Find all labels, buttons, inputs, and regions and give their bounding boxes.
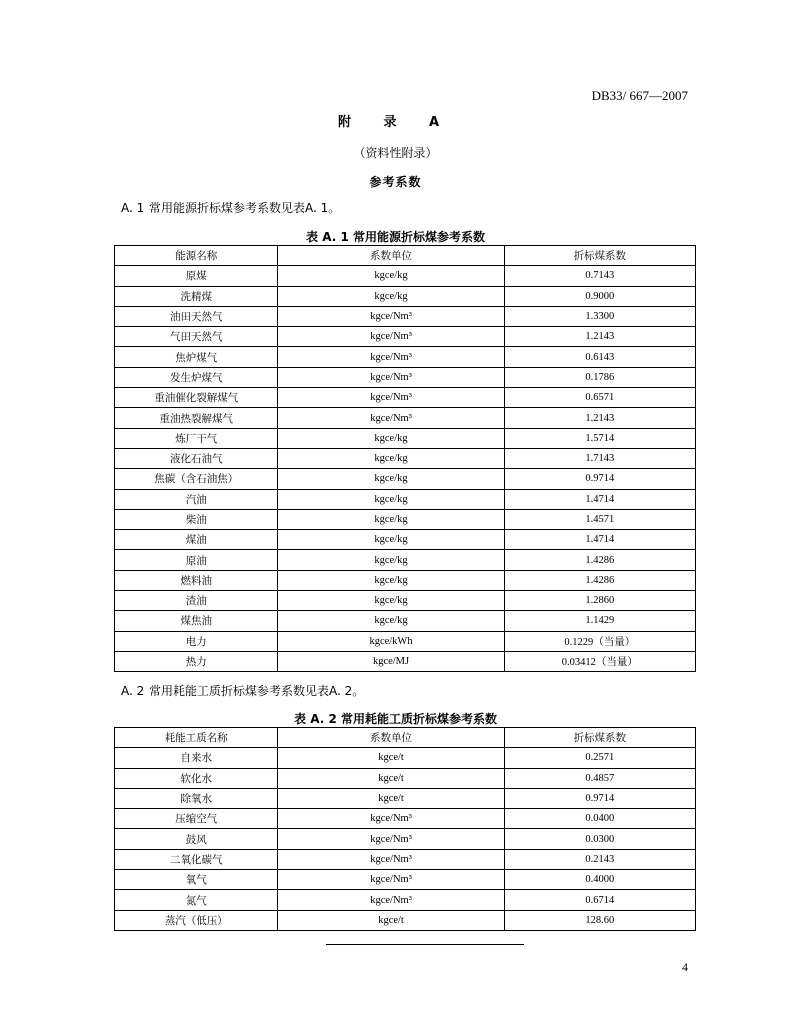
table-row (115, 591, 696, 611)
unit-cell: kgce/Nm³ (278, 367, 504, 387)
unit-cell: kgce/t (278, 768, 504, 788)
table-row (115, 651, 696, 671)
page-number: 4 (682, 960, 688, 974)
name-cell: 二氧化碳气 (115, 849, 278, 869)
coefficient-cell: 0.9714 (504, 788, 695, 808)
table-row (115, 489, 696, 509)
name-cell: 焦碳（含石油焦） (115, 469, 278, 489)
unit-cell: kgce/Nm³ (278, 408, 504, 428)
coefficient-cell: 1.2143 (504, 408, 695, 428)
coefficient-cell: 1.4571 (504, 509, 695, 529)
name-cell: 焦炉煤气 (115, 347, 278, 367)
unit-cell: kgce/Nm³ (278, 829, 504, 849)
name-cell: 炼厂干气 (115, 428, 278, 448)
coefficient-cell: 0.1229（当量） (504, 631, 695, 651)
coefficient-cell: 0.03412（当量） (504, 651, 695, 671)
table-row (115, 530, 696, 550)
unit-cell: kgce/kg (278, 509, 504, 529)
table-row (115, 367, 696, 387)
coefficient-cell: 1.1429 (504, 611, 695, 631)
name-cell: 氧气 (115, 870, 278, 890)
appendix-subtitle: （资料性附录） (353, 146, 438, 160)
table-row (115, 550, 696, 570)
name-cell: 除氧水 (115, 788, 278, 808)
name-cell: 油田天然气 (115, 306, 278, 326)
name-cell: 汽油 (115, 489, 278, 509)
name-cell: 燃料油 (115, 570, 278, 590)
column-header: 能源名称 (115, 246, 278, 266)
coefficient-cell: 0.0400 (504, 809, 695, 829)
unit-cell: kgce/kg (278, 428, 504, 448)
unit-cell: kgce/Nm³ (278, 890, 504, 910)
coefficient-cell: 0.2143 (504, 849, 695, 869)
coefficient-cell: 0.0300 (504, 829, 695, 849)
table-header-row (115, 246, 696, 266)
unit-cell: kgce/t (278, 748, 504, 768)
unit-cell: kgce/kg (278, 570, 504, 590)
table-row (115, 849, 696, 869)
coefficient-cell: 0.4857 (504, 768, 695, 788)
unit-cell: kgce/kg (278, 286, 504, 306)
table-row (115, 306, 696, 326)
unit-cell: kgce/Nm³ (278, 327, 504, 347)
name-cell: 渣油 (115, 591, 278, 611)
unit-cell: kgce/kg (278, 530, 504, 550)
name-cell: 煤油 (115, 530, 278, 550)
name-cell: 软化水 (115, 768, 278, 788)
paragraph-a2 (121, 682, 364, 699)
footer-divider (326, 944, 524, 945)
unit-cell: kgce/kg (278, 591, 504, 611)
name-cell: 洗精煤 (115, 286, 278, 306)
name-cell: 压缩空气 (115, 809, 278, 829)
table-row (115, 408, 696, 428)
table-row (115, 347, 696, 367)
unit-cell: kgce/kg (278, 550, 504, 570)
table-row (115, 448, 696, 468)
table-row (115, 570, 696, 590)
table-a1 (114, 245, 696, 672)
name-cell: 柴油 (115, 509, 278, 529)
table-row (115, 910, 696, 930)
unit-cell: kgce/Nm³ (278, 809, 504, 829)
document-code: DB33/ 667—2007 (591, 88, 688, 103)
table-row (115, 631, 696, 651)
unit-cell: kgce/Nm³ (278, 347, 504, 367)
table-a2 (114, 727, 696, 931)
unit-cell: kgce/Nm³ (278, 388, 504, 408)
table-row (115, 509, 696, 529)
paragraph-a1 (121, 199, 340, 216)
coefficient-cell: 128.60 (504, 910, 695, 930)
column-header: 耗能工质名称 (115, 728, 278, 748)
unit-cell: kgce/kg (278, 469, 504, 489)
coefficient-cell: 1.2860 (504, 591, 695, 611)
unit-cell: kgce/kg (278, 266, 504, 286)
coefficient-cell: 1.4286 (504, 550, 695, 570)
column-header: 系数单位 (278, 728, 504, 748)
unit-cell: kgce/kg (278, 448, 504, 468)
table-row (115, 469, 696, 489)
name-cell: 氮气 (115, 890, 278, 910)
coefficient-cell: 1.7143 (504, 448, 695, 468)
name-cell: 液化石油气 (115, 448, 278, 468)
table-row (115, 890, 696, 910)
name-cell: 发生炉煤气 (115, 367, 278, 387)
name-cell: 原煤 (115, 266, 278, 286)
name-cell: 气田天然气 (115, 327, 278, 347)
coefficient-cell: 1.5714 (504, 428, 695, 448)
table-row (115, 266, 696, 286)
coefficient-cell: 1.2143 (504, 327, 695, 347)
unit-cell: kgce/Nm³ (278, 870, 504, 890)
unit-cell: kgce/t (278, 788, 504, 808)
table-row (115, 809, 696, 829)
unit-cell: kgce/kg (278, 611, 504, 631)
coefficient-cell: 1.3300 (504, 306, 695, 326)
name-cell: 自来水 (115, 748, 278, 768)
column-header: 系数单位 (278, 246, 504, 266)
coefficient-cell: 0.6714 (504, 890, 695, 910)
table-header-row (115, 728, 696, 748)
paragraph-text: 常用耗能工质折标煤参考系数见表A. 2。 (149, 684, 365, 698)
name-cell: 重油催化裂解煤气 (115, 388, 278, 408)
coefficient-cell: 0.4000 (504, 870, 695, 890)
coefficient-cell: 0.6571 (504, 388, 695, 408)
coefficient-cell: 1.4286 (504, 570, 695, 590)
table-row (115, 748, 696, 768)
table-row (115, 428, 696, 448)
table-row (115, 327, 696, 347)
name-cell: 原油 (115, 550, 278, 570)
section-title: 参考系数 (369, 175, 422, 189)
unit-cell: kgce/kWh (278, 631, 504, 651)
unit-cell: kgce/t (278, 910, 504, 930)
column-header: 折标煤系数 (504, 246, 695, 266)
table-a2-caption: 表 A. 2 常用耗能工质折标煤参考系数 (294, 712, 497, 726)
table-row (115, 870, 696, 890)
coefficient-cell: 0.9714 (504, 469, 695, 489)
unit-cell: kgce/kg (278, 489, 504, 509)
coefficient-cell: 0.9000 (504, 286, 695, 306)
paragraph-number: A. 2 (121, 684, 145, 698)
coefficient-cell: 1.4714 (504, 530, 695, 550)
coefficient-cell: 0.6143 (504, 347, 695, 367)
table-row (115, 788, 696, 808)
name-cell: 鼓风 (115, 829, 278, 849)
column-header: 折标煤系数 (504, 728, 695, 748)
table-row (115, 611, 696, 631)
table-a1-caption: 表 A. 1 常用能源折标煤参考系数 (306, 230, 485, 244)
table-row (115, 768, 696, 788)
unit-cell: kgce/Nm³ (278, 849, 504, 869)
coefficient-cell: 1.4714 (504, 489, 695, 509)
name-cell: 电力 (115, 631, 278, 651)
unit-cell: kgce/MJ (278, 651, 504, 671)
paragraph-number: A. 1 (121, 201, 145, 215)
coefficient-cell: 0.2571 (504, 748, 695, 768)
coefficient-cell: 0.7143 (504, 266, 695, 286)
table-row (115, 388, 696, 408)
name-cell: 煤焦油 (115, 611, 278, 631)
appendix-title: 附 录 A (337, 115, 454, 130)
unit-cell: kgce/Nm³ (278, 306, 504, 326)
paragraph-text: 常用能源折标煤参考系数见表A. 1。 (149, 201, 341, 215)
name-cell: 热力 (115, 651, 278, 671)
name-cell: 重油热裂解煤气 (115, 408, 278, 428)
table-row (115, 286, 696, 306)
name-cell: 蒸汽（低压） (115, 910, 278, 930)
coefficient-cell: 0.1786 (504, 367, 695, 387)
table-row (115, 829, 696, 849)
